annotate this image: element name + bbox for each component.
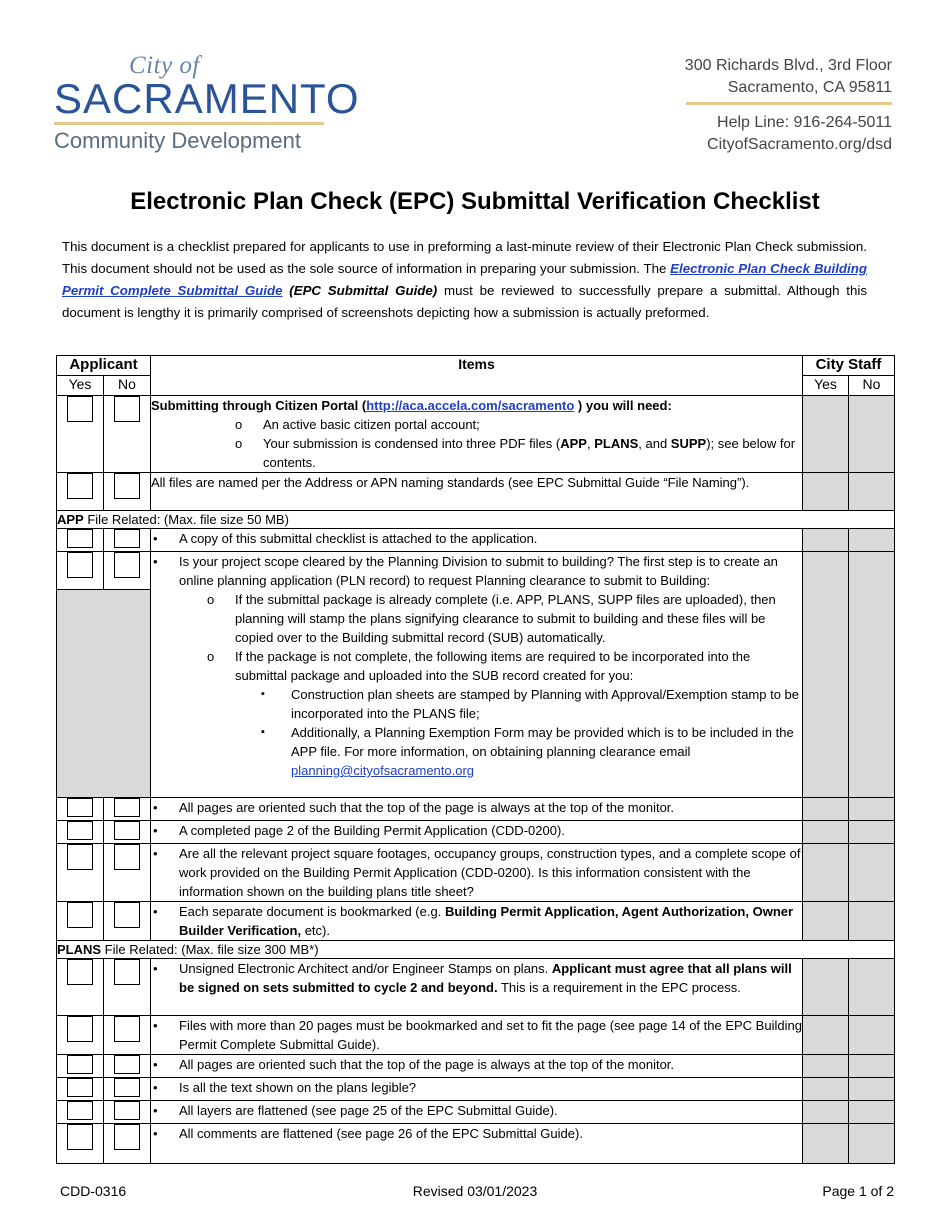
no-cell bbox=[104, 902, 151, 941]
applicant-no-checkbox[interactable] bbox=[114, 1016, 140, 1042]
staff-no-cell bbox=[849, 1016, 895, 1055]
stamps-text: Unsigned Electronic Architect and/or Engineer Stamps on plans. bbox=[179, 961, 552, 976]
staff-yes-cell bbox=[803, 552, 849, 798]
list-item bbox=[151, 959, 802, 997]
list-item: o If the submittal package is already complete (i.e. APP, PLANS, SUPP files are uploaded), then planning will stamp the plans signifying clearance to submit to building and these files will be copied over to the Building submittal record (SUB) automatically. bbox=[151, 590, 802, 647]
list-item bbox=[151, 434, 802, 472]
yes-cell bbox=[57, 396, 104, 473]
item-bookmarks bbox=[151, 902, 803, 941]
staff-yes-cell bbox=[803, 798, 849, 821]
applicant-yes-checkbox[interactable] bbox=[67, 1124, 93, 1150]
form-id: CDD-0316 bbox=[60, 1183, 127, 1199]
no-cell bbox=[104, 798, 151, 821]
staff-no-cell bbox=[849, 1078, 895, 1101]
staff-no-cell bbox=[849, 473, 895, 511]
item-project-info bbox=[151, 844, 803, 902]
table-row bbox=[57, 552, 895, 590]
table-row bbox=[57, 798, 895, 821]
staff-yes-cell bbox=[803, 902, 849, 941]
staff-yes-cell bbox=[803, 529, 849, 552]
list-item: • A completed page 2 of the Building Permit Application (CDD-0200). bbox=[151, 821, 802, 840]
staff-yes-cell bbox=[803, 821, 849, 844]
applicant-yes-checkbox[interactable] bbox=[67, 552, 93, 578]
sep: , and bbox=[638, 436, 671, 451]
yes-cell bbox=[57, 1055, 104, 1078]
applicant-no-checkbox[interactable] bbox=[114, 1124, 140, 1150]
address-line-2: Sacramento, CA 95811 bbox=[727, 79, 892, 96]
staff-no-cell bbox=[849, 959, 895, 1016]
staff-yes-cell bbox=[803, 473, 849, 511]
yes-cell bbox=[57, 1101, 104, 1124]
staff-no-cell bbox=[849, 1055, 895, 1078]
website[interactable]: CityofSacramento.org/dsd bbox=[707, 136, 892, 153]
applicant-no-checkbox[interactable] bbox=[114, 902, 140, 928]
city-staff-header: City Staff bbox=[803, 356, 895, 376]
list-item: • A copy of this submittal checklist is attached to the application. bbox=[151, 529, 802, 548]
table-row bbox=[57, 1016, 895, 1055]
applicant-yes-checkbox[interactable] bbox=[67, 529, 93, 548]
applicant-no-checkbox[interactable] bbox=[114, 1078, 140, 1097]
table-row bbox=[57, 1101, 895, 1124]
yes-cell bbox=[57, 473, 104, 511]
items-header: Items bbox=[151, 356, 803, 396]
logo-city-text: City of bbox=[129, 52, 200, 79]
staff-no-cell bbox=[849, 821, 895, 844]
staff-no-cell bbox=[849, 396, 895, 473]
revision-date: Revised 03/01/2023 bbox=[412, 1183, 538, 1199]
plans-section-text: File Related: (Max. file size 300 MB*) bbox=[101, 942, 319, 957]
contact-info bbox=[707, 112, 892, 156]
item-checklist-attached bbox=[151, 529, 803, 552]
applicant-no-checkbox[interactable] bbox=[114, 1101, 140, 1120]
grey-cell bbox=[57, 590, 151, 798]
office-address bbox=[685, 55, 892, 99]
no-cell bbox=[104, 1055, 151, 1078]
table-row bbox=[57, 529, 895, 552]
applicant-no-checkbox[interactable] bbox=[114, 821, 140, 840]
staff-yes-cell bbox=[803, 844, 849, 902]
applicant-yes-checkbox[interactable] bbox=[67, 959, 93, 985]
list-item bbox=[151, 723, 802, 780]
staff-no-cell bbox=[849, 1101, 895, 1124]
pdf-text: Your submission is condensed into three PDF files ( bbox=[263, 436, 561, 451]
applicant-yes-checkbox[interactable] bbox=[67, 844, 93, 870]
staff-no-cell bbox=[849, 798, 895, 821]
helpline: Help Line: 916-264-5011 bbox=[717, 114, 892, 131]
list-item: • All pages are oriented such that the top of the page is always at the top of the monitor. bbox=[151, 1055, 802, 1074]
yes-cell bbox=[57, 529, 104, 552]
yes-cell bbox=[57, 798, 104, 821]
list-item: • Are all the relevant project square footages, occupancy groups, construction types, and a complete scope of work provided on the Building Permit Application (CDD-0200). Is this information consistent with the information shown on the building plans title sheet? bbox=[151, 844, 802, 901]
list-item: • Files with more than 20 pages must be bookmarked and set to fit the page (see page 14 of the EPC Building Permit Complete Submittal Guide). bbox=[151, 1016, 802, 1054]
app-section-text: File Related: (Max. file size 50 MB) bbox=[83, 512, 289, 527]
no-cell bbox=[104, 1078, 151, 1101]
applicant-yes-checkbox[interactable] bbox=[67, 473, 93, 499]
applicant-yes-checkbox[interactable] bbox=[67, 798, 93, 817]
plans-section-label: PLANS bbox=[57, 942, 102, 957]
list-item: • All pages are oriented such that the top of the page is always at the top of the monitor. bbox=[151, 798, 802, 817]
applicant-no-checkbox[interactable] bbox=[114, 1055, 140, 1074]
list-item: • All comments are flattened (see page 26 of the EPC Submittal Guide). bbox=[151, 1124, 802, 1143]
plans-section-header bbox=[57, 941, 895, 959]
staff-no-cell bbox=[849, 844, 895, 902]
yes-cell bbox=[57, 821, 104, 844]
no-cell bbox=[104, 1016, 151, 1055]
item-plans-orientation bbox=[151, 1055, 803, 1078]
applicant-yes-checkbox[interactable] bbox=[67, 902, 93, 928]
table-row bbox=[57, 902, 895, 941]
intro-text-1: This document is a checklist prepared for applicants to use in preforming a last-minute review of their Electronic Plan Check submission. This document should not be used as the sole source of information in preparing your submission. The bbox=[62, 239, 867, 276]
applicant-no-checkbox[interactable] bbox=[114, 529, 140, 548]
no-cell bbox=[104, 529, 151, 552]
applicant-yes-checkbox[interactable] bbox=[67, 1078, 93, 1097]
no-cell bbox=[104, 552, 151, 590]
no-cell bbox=[104, 1124, 151, 1164]
portal-lead: Submitting through Citizen Portal ( bbox=[151, 398, 367, 413]
citizen-portal-link[interactable]: http://aca.accela.com/sacramento bbox=[366, 398, 575, 413]
logo-divider bbox=[54, 122, 324, 125]
list-item: o If the package is not complete, the following items are required to be incorporated into the submittal package and uploaded into the SUB record created for you: bbox=[151, 647, 802, 685]
staff-yes-header: Yes bbox=[803, 376, 849, 396]
list-item: • Is your project scope cleared by the Planning Division to submit to building? The first step is to create an online planning application (PLN record) to request Planning clearance to submit to Building: bbox=[151, 552, 802, 590]
logo-sacramento-text: SACRAMENTO bbox=[54, 75, 360, 122]
table-row bbox=[57, 473, 895, 511]
table-row bbox=[57, 396, 895, 473]
page-number: Page 1 of 2 bbox=[822, 1183, 894, 1199]
item-page-orientation bbox=[151, 798, 803, 821]
table-row bbox=[57, 1055, 895, 1078]
staff-no-header: No bbox=[849, 376, 895, 396]
applicant-yes-checkbox[interactable] bbox=[67, 1055, 93, 1074]
staff-no-cell bbox=[849, 529, 895, 552]
checklist-table bbox=[56, 355, 895, 1164]
item-comments-flattened bbox=[151, 1124, 803, 1164]
yes-cell bbox=[57, 1124, 104, 1164]
item-engineer-stamps bbox=[151, 959, 803, 1016]
list-item: o An active basic citizen portal account; bbox=[151, 415, 802, 434]
applicant-yes-checkbox[interactable] bbox=[67, 821, 93, 840]
staff-no-cell bbox=[849, 902, 895, 941]
pdf-text-tail: ); see below for contents. bbox=[263, 436, 796, 470]
table-row bbox=[57, 844, 895, 902]
plans-section-row bbox=[57, 941, 895, 959]
item-citizen-portal bbox=[151, 396, 803, 473]
applicant-no-checkbox[interactable] bbox=[114, 959, 140, 985]
planning-email-link[interactable]: planning@cityofsacramento.org bbox=[291, 763, 475, 778]
portal-tail: ) you will need: bbox=[574, 398, 672, 413]
yes-cell bbox=[57, 1078, 104, 1101]
intro-guide-abbrev: (EPC Submittal Guide) bbox=[289, 283, 438, 298]
bookmark-text: Each separate document is bookmarked (e.g. bbox=[179, 904, 445, 919]
submittal-guide-link[interactable]: Electronic Plan Check Building Permit Complete Submittal Guide bbox=[62, 261, 867, 298]
applicant-header: Applicant bbox=[57, 356, 151, 376]
table-row bbox=[57, 1078, 895, 1101]
supp-label: SUPP bbox=[670, 436, 707, 451]
plans-label: PLANS bbox=[594, 436, 639, 451]
planning-exemption-text: Additionally, a Planning Exemption Form may be provided which is to be included in the APP file. For more information, on obtaining planning clearance email bbox=[291, 725, 794, 759]
no-cell bbox=[104, 821, 151, 844]
app-label: APP bbox=[560, 436, 587, 451]
staff-no-cell bbox=[849, 552, 895, 798]
app-section-label: APP bbox=[57, 512, 84, 527]
list-item: ▪ Construction plan sheets are stamped by Planning with Approval/Exemption stamp to be incorporated into the PLANS file; bbox=[151, 685, 802, 723]
list-item: • All layers are flattened (see page 25 of the EPC Submittal Guide). bbox=[151, 1101, 802, 1120]
applicant-no-checkbox[interactable] bbox=[114, 473, 140, 499]
staff-yes-cell bbox=[803, 1078, 849, 1101]
applicant-yes-header: Yes bbox=[57, 376, 104, 396]
bookmark-tail: etc). bbox=[301, 923, 330, 938]
intro-text-2: must be reviewed to successfully prepare a submittal. Although this document is lengthy it is primarily comprised of screenshots depicting how a submission is actually preformed. bbox=[62, 283, 867, 320]
item-planning-clearance bbox=[151, 552, 803, 798]
staff-yes-cell bbox=[803, 1055, 849, 1078]
no-cell bbox=[104, 473, 151, 511]
app-section-header bbox=[57, 511, 895, 529]
list-item: • Is all the text shown on the plans legible? bbox=[151, 1078, 802, 1097]
applicant-yes-checkbox[interactable] bbox=[67, 396, 93, 422]
item-legible-text bbox=[151, 1078, 803, 1101]
applicant-no-checkbox[interactable] bbox=[114, 798, 140, 817]
app-section-row bbox=[57, 511, 895, 529]
no-cell bbox=[104, 1101, 151, 1124]
yes-cell bbox=[57, 552, 104, 590]
intro-paragraph bbox=[62, 236, 867, 324]
sep: , bbox=[586, 436, 595, 451]
no-cell bbox=[104, 396, 151, 473]
table-row bbox=[57, 821, 895, 844]
address-divider bbox=[686, 102, 892, 105]
yes-cell bbox=[57, 902, 104, 941]
staff-no-cell bbox=[849, 1124, 895, 1164]
table-row bbox=[57, 1124, 895, 1164]
applicant-yes-checkbox[interactable] bbox=[67, 1101, 93, 1120]
no-cell bbox=[104, 844, 151, 902]
bookmark-examples: Building Permit Application, Agent Authorization, Owner Builder Verification, bbox=[179, 904, 794, 938]
item-file-naming: All files are named per the Address or APN naming standards (see EPC Submittal Guide “File Naming”). bbox=[151, 473, 803, 511]
applicant-no-header: No bbox=[104, 376, 151, 396]
applicant-no-checkbox[interactable] bbox=[114, 844, 140, 870]
stamps-requirement: Applicant must agree that all plans will be signed on sets submitted to cycle 2 and beyond. bbox=[179, 961, 792, 995]
address-line-1: 300 Richards Blvd., 3rd Floor bbox=[684, 57, 892, 74]
stamps-tail: This is a requirement in the EPC process. bbox=[497, 980, 741, 995]
applicant-yes-checkbox[interactable] bbox=[67, 1016, 93, 1042]
item-large-files bbox=[151, 1016, 803, 1055]
document-title: Electronic Plan Check (EPC) Submittal Verification Checklist bbox=[130, 188, 820, 215]
yes-cell bbox=[57, 959, 104, 1016]
yes-cell bbox=[57, 1016, 104, 1055]
staff-yes-cell bbox=[803, 396, 849, 473]
table-row bbox=[57, 959, 895, 1016]
logo-department-text: Community Development bbox=[54, 128, 301, 153]
staff-yes-cell bbox=[803, 1101, 849, 1124]
yes-cell bbox=[57, 844, 104, 902]
staff-yes-cell bbox=[803, 959, 849, 1016]
item-permit-page2 bbox=[151, 821, 803, 844]
list-item bbox=[151, 902, 802, 940]
applicant-no-checkbox[interactable] bbox=[114, 396, 140, 422]
staff-yes-cell bbox=[803, 1016, 849, 1055]
staff-yes-cell bbox=[803, 1124, 849, 1164]
no-cell bbox=[104, 959, 151, 1016]
applicant-no-checkbox[interactable] bbox=[114, 552, 140, 578]
item-layers-flattened bbox=[151, 1101, 803, 1124]
